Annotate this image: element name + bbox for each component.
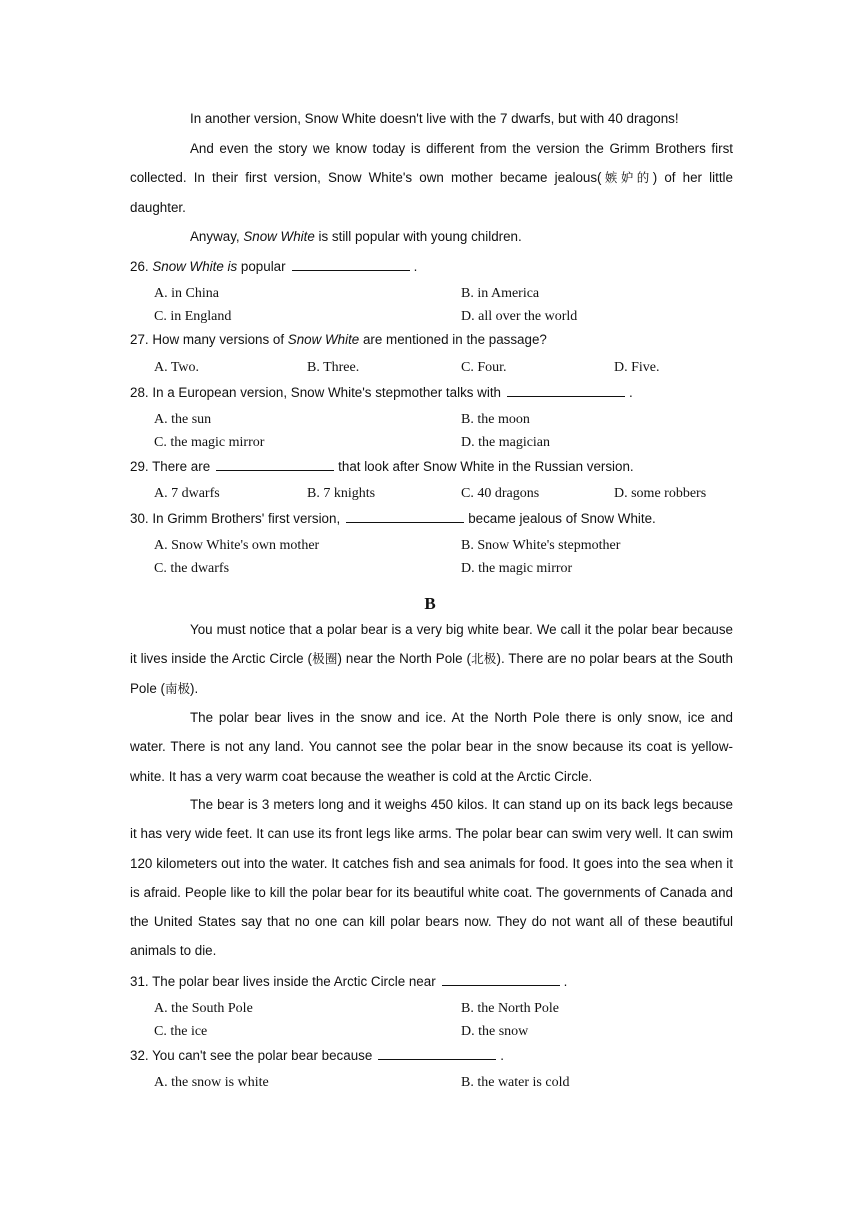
paragraph-text: You must notice that a polar bear is a very big white bear. We call it the polar bear because it lives inside the Arctic Circle ( — [130, 622, 733, 667]
option-27-b[interactable]: B. Three. — [307, 360, 360, 375]
passage-b-paragraph-2 — [130, 703, 733, 791]
question-number: 28. — [130, 385, 153, 400]
section-heading-b: B — [424, 594, 436, 613]
question-italic: Snow White is — [152, 259, 238, 274]
question-27 — [130, 332, 547, 347]
option-29-d[interactable]: D. some robbers — [614, 486, 707, 501]
question-29 — [130, 458, 634, 474]
passage-b-paragraph-3 — [130, 790, 733, 966]
question-number: 30. — [130, 511, 153, 526]
passage-a-paragraph-1 — [130, 104, 733, 133]
question-text: In Grimm Brothers' first version, — [152, 511, 341, 526]
paragraph-text: And even the story we know today is different from the version the Grimm Brothers first collected. In their first version, Snow White's own mother became jealous( — [130, 141, 733, 186]
chinese-gloss: 南极 — [164, 680, 190, 696]
passage-b-paragraph-1 — [130, 615, 733, 703]
question-26 — [130, 258, 417, 274]
option-32-b[interactable]: B. the water is cold — [461, 1075, 570, 1090]
chinese-gloss: 极圈 — [311, 651, 338, 667]
paragraph-text: The bear is 3 meters long and it weighs 450 kilos. It can stand up on its back legs because it has very wide feet. It can use its front legs like arms. The polar bear can swim very well. It can swim 120 kilometers out into the water. It catches fish and sea animals for food. It goes into the sea when it is afraid. People like to kill the polar bear for its beautiful white coat. The governments of Canada and the United States say that no one can kill polar bears now. They do not want all of these beautiful animals to die. — [130, 797, 733, 959]
title-italic: Snow White — [243, 229, 315, 244]
option-28-a[interactable]: A. the sun — [154, 412, 212, 427]
option-26-b[interactable]: B. in America — [461, 286, 540, 301]
answer-blank[interactable] — [346, 510, 464, 523]
paragraph-text: ) of her little daughter. — [130, 170, 733, 215]
option-29-a[interactable]: A. 7 dwarfs — [154, 486, 220, 501]
question-text: . — [563, 974, 568, 989]
question-28 — [130, 384, 633, 400]
question-number: 29. — [130, 459, 153, 474]
question-text: How many versions of — [152, 332, 288, 347]
option-28-d[interactable]: D. the magician — [461, 435, 551, 450]
option-26-a[interactable]: A. in China — [154, 286, 219, 301]
answer-blank[interactable] — [378, 1047, 496, 1060]
paragraph-text: ) near the North Pole ( — [337, 651, 471, 667]
question-text: The polar bear lives inside the Arctic Circle near — [152, 974, 436, 989]
question-text: that look after Snow White in the Russian version. — [338, 459, 634, 474]
chinese-gloss: 嫉妒的 — [601, 170, 653, 186]
option-30-b[interactable]: B. Snow White's stepmother — [461, 538, 621, 553]
question-text: In a European version, Snow White's stepmother talks with — [152, 385, 501, 400]
question-32 — [130, 1047, 504, 1063]
passage-a-paragraph-2 — [130, 134, 733, 222]
question-text: . — [629, 385, 633, 400]
option-31-c[interactable]: C. the ice — [154, 1024, 208, 1039]
question-number: 27. — [130, 332, 153, 347]
paragraph-text: is still popular with young children. — [314, 229, 522, 244]
option-30-d[interactable]: D. the magic mirror — [461, 561, 573, 576]
question-30 — [130, 510, 656, 526]
option-26-d[interactable]: D. all over the world — [461, 309, 578, 324]
option-28-b[interactable]: B. the moon — [461, 412, 530, 427]
question-text: became jealous of Snow White. — [468, 511, 656, 526]
answer-blank[interactable] — [442, 973, 560, 986]
option-29-c[interactable]: C. 40 dragons — [461, 486, 540, 501]
paragraph-text: Anyway, — [190, 229, 244, 244]
option-31-b[interactable]: B. the North Pole — [461, 1001, 559, 1016]
option-27-d[interactable]: D. Five. — [614, 360, 660, 375]
question-31 — [130, 973, 567, 989]
question-text: popular — [237, 259, 286, 274]
option-28-c[interactable]: C. the magic mirror — [154, 435, 265, 450]
passage-a-paragraph-3 — [130, 222, 733, 251]
option-27-a[interactable]: A. Two. — [154, 360, 200, 375]
paragraph-text: In another version, Snow White doesn't live with the 7 dwarfs, but with 40 dragons! — [190, 111, 679, 126]
question-text: There are — [152, 459, 211, 474]
option-32-a[interactable]: A. the snow is white — [154, 1075, 269, 1090]
question-text: . — [500, 1048, 505, 1063]
question-text: are mentioned in the passage? — [359, 332, 547, 347]
paragraph-text: ). — [190, 680, 199, 696]
answer-blank[interactable] — [216, 458, 334, 471]
option-26-c[interactable]: C. in England — [154, 309, 232, 324]
question-text: . — [413, 259, 418, 274]
question-italic: Snow White — [287, 332, 360, 347]
paragraph-text: The polar bear lives in the snow and ice. At the North Pole there is only snow, ice and water. There is not any land. You cannot see the polar bear in the snow because its coat is yellow-white. It has a very warm coat because the weather is cold at the Arctic Circle. — [130, 710, 733, 784]
question-number: 26. — [130, 259, 153, 274]
answer-blank[interactable] — [507, 384, 625, 397]
option-30-c[interactable]: C. the dwarfs — [154, 561, 230, 576]
option-30-a[interactable]: A. Snow White's own mother — [154, 538, 320, 553]
answer-blank[interactable] — [292, 258, 410, 271]
question-text: You can't see the polar bear because — [152, 1048, 373, 1063]
option-27-c[interactable]: C. Four. — [461, 360, 507, 375]
option-31-d[interactable]: D. the snow — [461, 1024, 529, 1039]
paragraph-text: ). There are no polar bears at the South Pole ( — [130, 651, 733, 696]
chinese-gloss: 北极 — [470, 651, 497, 667]
question-number: 31. — [130, 974, 153, 989]
question-number: 32. — [130, 1048, 153, 1063]
option-31-a[interactable]: A. the South Pole — [154, 1001, 253, 1016]
option-29-b[interactable]: B. 7 knights — [307, 486, 376, 501]
